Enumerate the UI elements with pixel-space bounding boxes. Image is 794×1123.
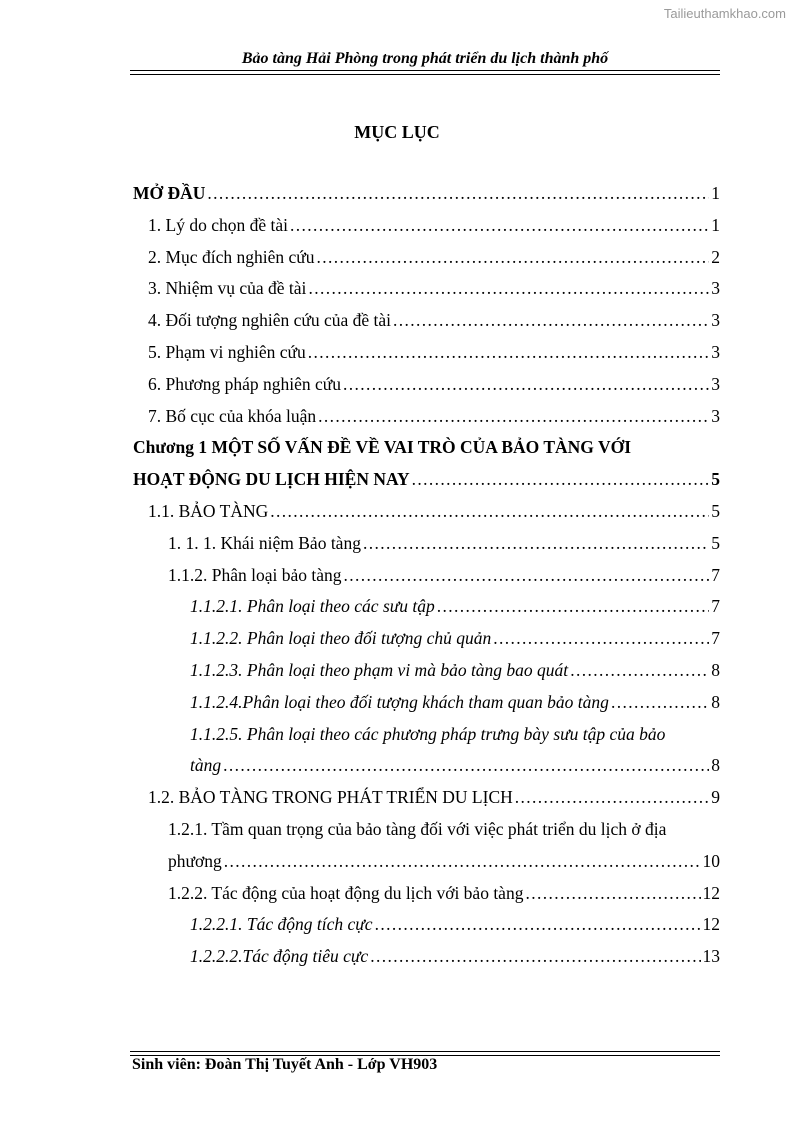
toc-entry-5[interactable] xyxy=(130,337,720,369)
dot-leader xyxy=(341,369,709,401)
toc-page-number: 1 xyxy=(711,183,720,203)
toc-entry-1-2-2-2[interactable] xyxy=(130,941,720,973)
toc-entry-text: 1.1.2.1. Phân loại theo các sưu tập xyxy=(190,596,435,617)
toc-entry-text-line1: 1.1.2.5. Phân loại theo các phương pháp trưng bày sưu tập của bảo xyxy=(190,723,666,744)
toc-entry-text: 1.1.2.2. Phân loại theo đối tượng chủ quản xyxy=(190,628,492,649)
toc-entry-1-1-2-4[interactable] xyxy=(130,687,720,719)
toc-entry-text: MỞ ĐẦU xyxy=(133,183,206,203)
toc-page-number: 3 xyxy=(711,278,720,299)
dot-leader xyxy=(435,591,709,623)
toc-entry-6[interactable] xyxy=(130,369,720,401)
dot-leader xyxy=(306,337,710,369)
toc-page-number: 12 xyxy=(702,914,720,935)
toc-entry-text: 1.2. BẢO TÀNG TRONG PHÁT TRIỂN DU LỊCH xyxy=(148,787,513,808)
toc-entry-chapter-1[interactable] xyxy=(130,432,720,496)
toc-entry-text: phương xyxy=(168,850,222,871)
toc-entry-2[interactable] xyxy=(130,242,720,274)
toc-page-number: 8 xyxy=(711,691,720,712)
toc-page-number: 7 xyxy=(711,596,720,617)
dot-leader xyxy=(523,878,700,910)
toc-entry-text: 1.2.2.2.Tác động tiêu cực xyxy=(190,946,369,967)
dot-leader xyxy=(368,941,700,973)
table-of-contents xyxy=(130,178,720,973)
toc-entry-text: 1.1.2.4.Phân loại theo đối tượng khách tham quan bảo tàng xyxy=(190,691,609,712)
toc-entry-1-1[interactable] xyxy=(130,496,720,528)
dot-leader xyxy=(568,655,709,687)
toc-entry-1-2-1[interactable] xyxy=(130,814,720,878)
dot-leader xyxy=(513,782,709,814)
toc-entry-1-1-2-2[interactable] xyxy=(130,623,720,655)
dot-leader xyxy=(609,687,709,719)
dot-leader xyxy=(410,464,710,496)
toc-entry-1[interactable] xyxy=(130,210,720,242)
toc-entry-text: 6. Phương pháp nghiên cứu xyxy=(148,373,341,394)
header-divider xyxy=(130,70,720,75)
toc-entry-text: 3. Nhiệm vụ của đề tài xyxy=(148,278,307,299)
toc-page-number: 10 xyxy=(702,850,720,871)
toc-entry-text: 1.1. BẢO TÀNG xyxy=(148,500,269,521)
toc-entry-text: 1.2.2. Tác động của hoạt động du lịch với bảo tàng xyxy=(168,882,524,903)
dot-leader xyxy=(373,909,701,941)
toc-page-number: 7 xyxy=(711,564,720,585)
toc-page-number: 12 xyxy=(702,882,720,903)
toc-page-number: 3 xyxy=(711,373,720,394)
dot-leader xyxy=(222,846,701,878)
running-header: Bảo tàng Hải Phòng trong phát triển du lịch thành phố xyxy=(241,50,609,67)
dot-leader xyxy=(361,528,709,560)
toc-page-number: 3 xyxy=(711,341,720,362)
toc-page-number: 3 xyxy=(711,405,720,426)
dot-leader xyxy=(306,273,709,305)
toc-entry-text: tàng xyxy=(190,755,222,776)
dot-leader xyxy=(391,305,709,337)
toc-page-number: 2 xyxy=(711,246,720,267)
toc-entry-4[interactable] xyxy=(130,305,720,337)
toc-page-number: 7 xyxy=(711,628,720,649)
dot-leader xyxy=(221,750,709,782)
toc-entry-text-line1: 1.2.1. Tầm quan trọng của bảo tàng đối với việc phát triển du lịch ở địa xyxy=(168,818,667,839)
toc-entry-text: 1.1.2. Phân loại bảo tàng xyxy=(168,564,342,585)
toc-entry-3[interactable] xyxy=(130,273,720,305)
dot-leader xyxy=(288,210,709,242)
toc-page-number: 5 xyxy=(711,500,720,521)
toc-entry-text: 1. 1. 1. Khái niệm Bảo tàng xyxy=(168,532,361,553)
toc-entry-text: 7. Bố cục của khóa luận xyxy=(148,405,317,426)
toc-entry-text: 2. Mục đích nghiên cứu xyxy=(148,246,315,267)
toc-entry-1-2[interactable] xyxy=(130,782,720,814)
watermark: Tailieuthamkhao.com xyxy=(663,6,786,21)
toc-entry-text: 5. Phạm vi nghiên cứu xyxy=(148,341,306,362)
toc-entry-text-line1: Chương 1 MỘT SỐ VẤN ĐỀ VỀ VAI TRÒ CỦA BẢO TÀNG VỚI xyxy=(133,437,632,458)
dot-leader xyxy=(316,401,709,433)
toc-page-number: 5 xyxy=(711,532,720,553)
toc-entry-mo-dau[interactable] xyxy=(130,178,720,210)
toc-entry-text: 1. Lý do chọn đề tài xyxy=(148,214,288,235)
toc-page-number: 1 xyxy=(711,214,720,235)
toc-entry-1-1-2[interactable] xyxy=(130,560,720,592)
toc-entry-7[interactable] xyxy=(130,401,720,433)
toc-entry-1-1-1[interactable] xyxy=(130,528,720,560)
toc-entry-text: HOẠT ĐỘNG DU LỊCH HIỆN NAY xyxy=(133,469,410,490)
toc-entry-text: 1.2.2.1. Tác động tích cực xyxy=(190,914,373,935)
toc-entry-text: 1.1.2.3. Phân loại theo phạm vi mà bảo tàng bao quát xyxy=(190,659,569,680)
dot-leader xyxy=(314,242,709,274)
dot-leader xyxy=(491,623,709,655)
toc-page-number: 8 xyxy=(711,755,720,776)
toc-entry-text: 4. Đối tượng nghiên cứu của đề tài xyxy=(148,310,392,331)
toc-page-number: 8 xyxy=(711,659,720,680)
dot-leader xyxy=(205,178,709,210)
toc-page-number: 5 xyxy=(711,469,720,490)
toc-entry-1-1-2-5[interactable] xyxy=(130,719,720,783)
toc-title: MỤC LỤC xyxy=(354,122,440,142)
toc-entry-1-1-2-3[interactable] xyxy=(130,655,720,687)
toc-page-number: 13 xyxy=(702,946,720,967)
footer-student-info: Sinh viên: Đoàn Thị Tuyết Anh - Lớp VH903 xyxy=(132,1056,438,1073)
dot-leader xyxy=(268,496,709,528)
toc-page-number: 9 xyxy=(711,787,720,808)
dot-leader xyxy=(342,560,710,592)
toc-entry-1-2-2[interactable] xyxy=(130,878,720,910)
toc-page-number: 3 xyxy=(711,310,720,331)
toc-entry-1-2-2-1[interactable] xyxy=(130,909,720,941)
toc-entry-1-1-2-1[interactable] xyxy=(130,591,720,623)
